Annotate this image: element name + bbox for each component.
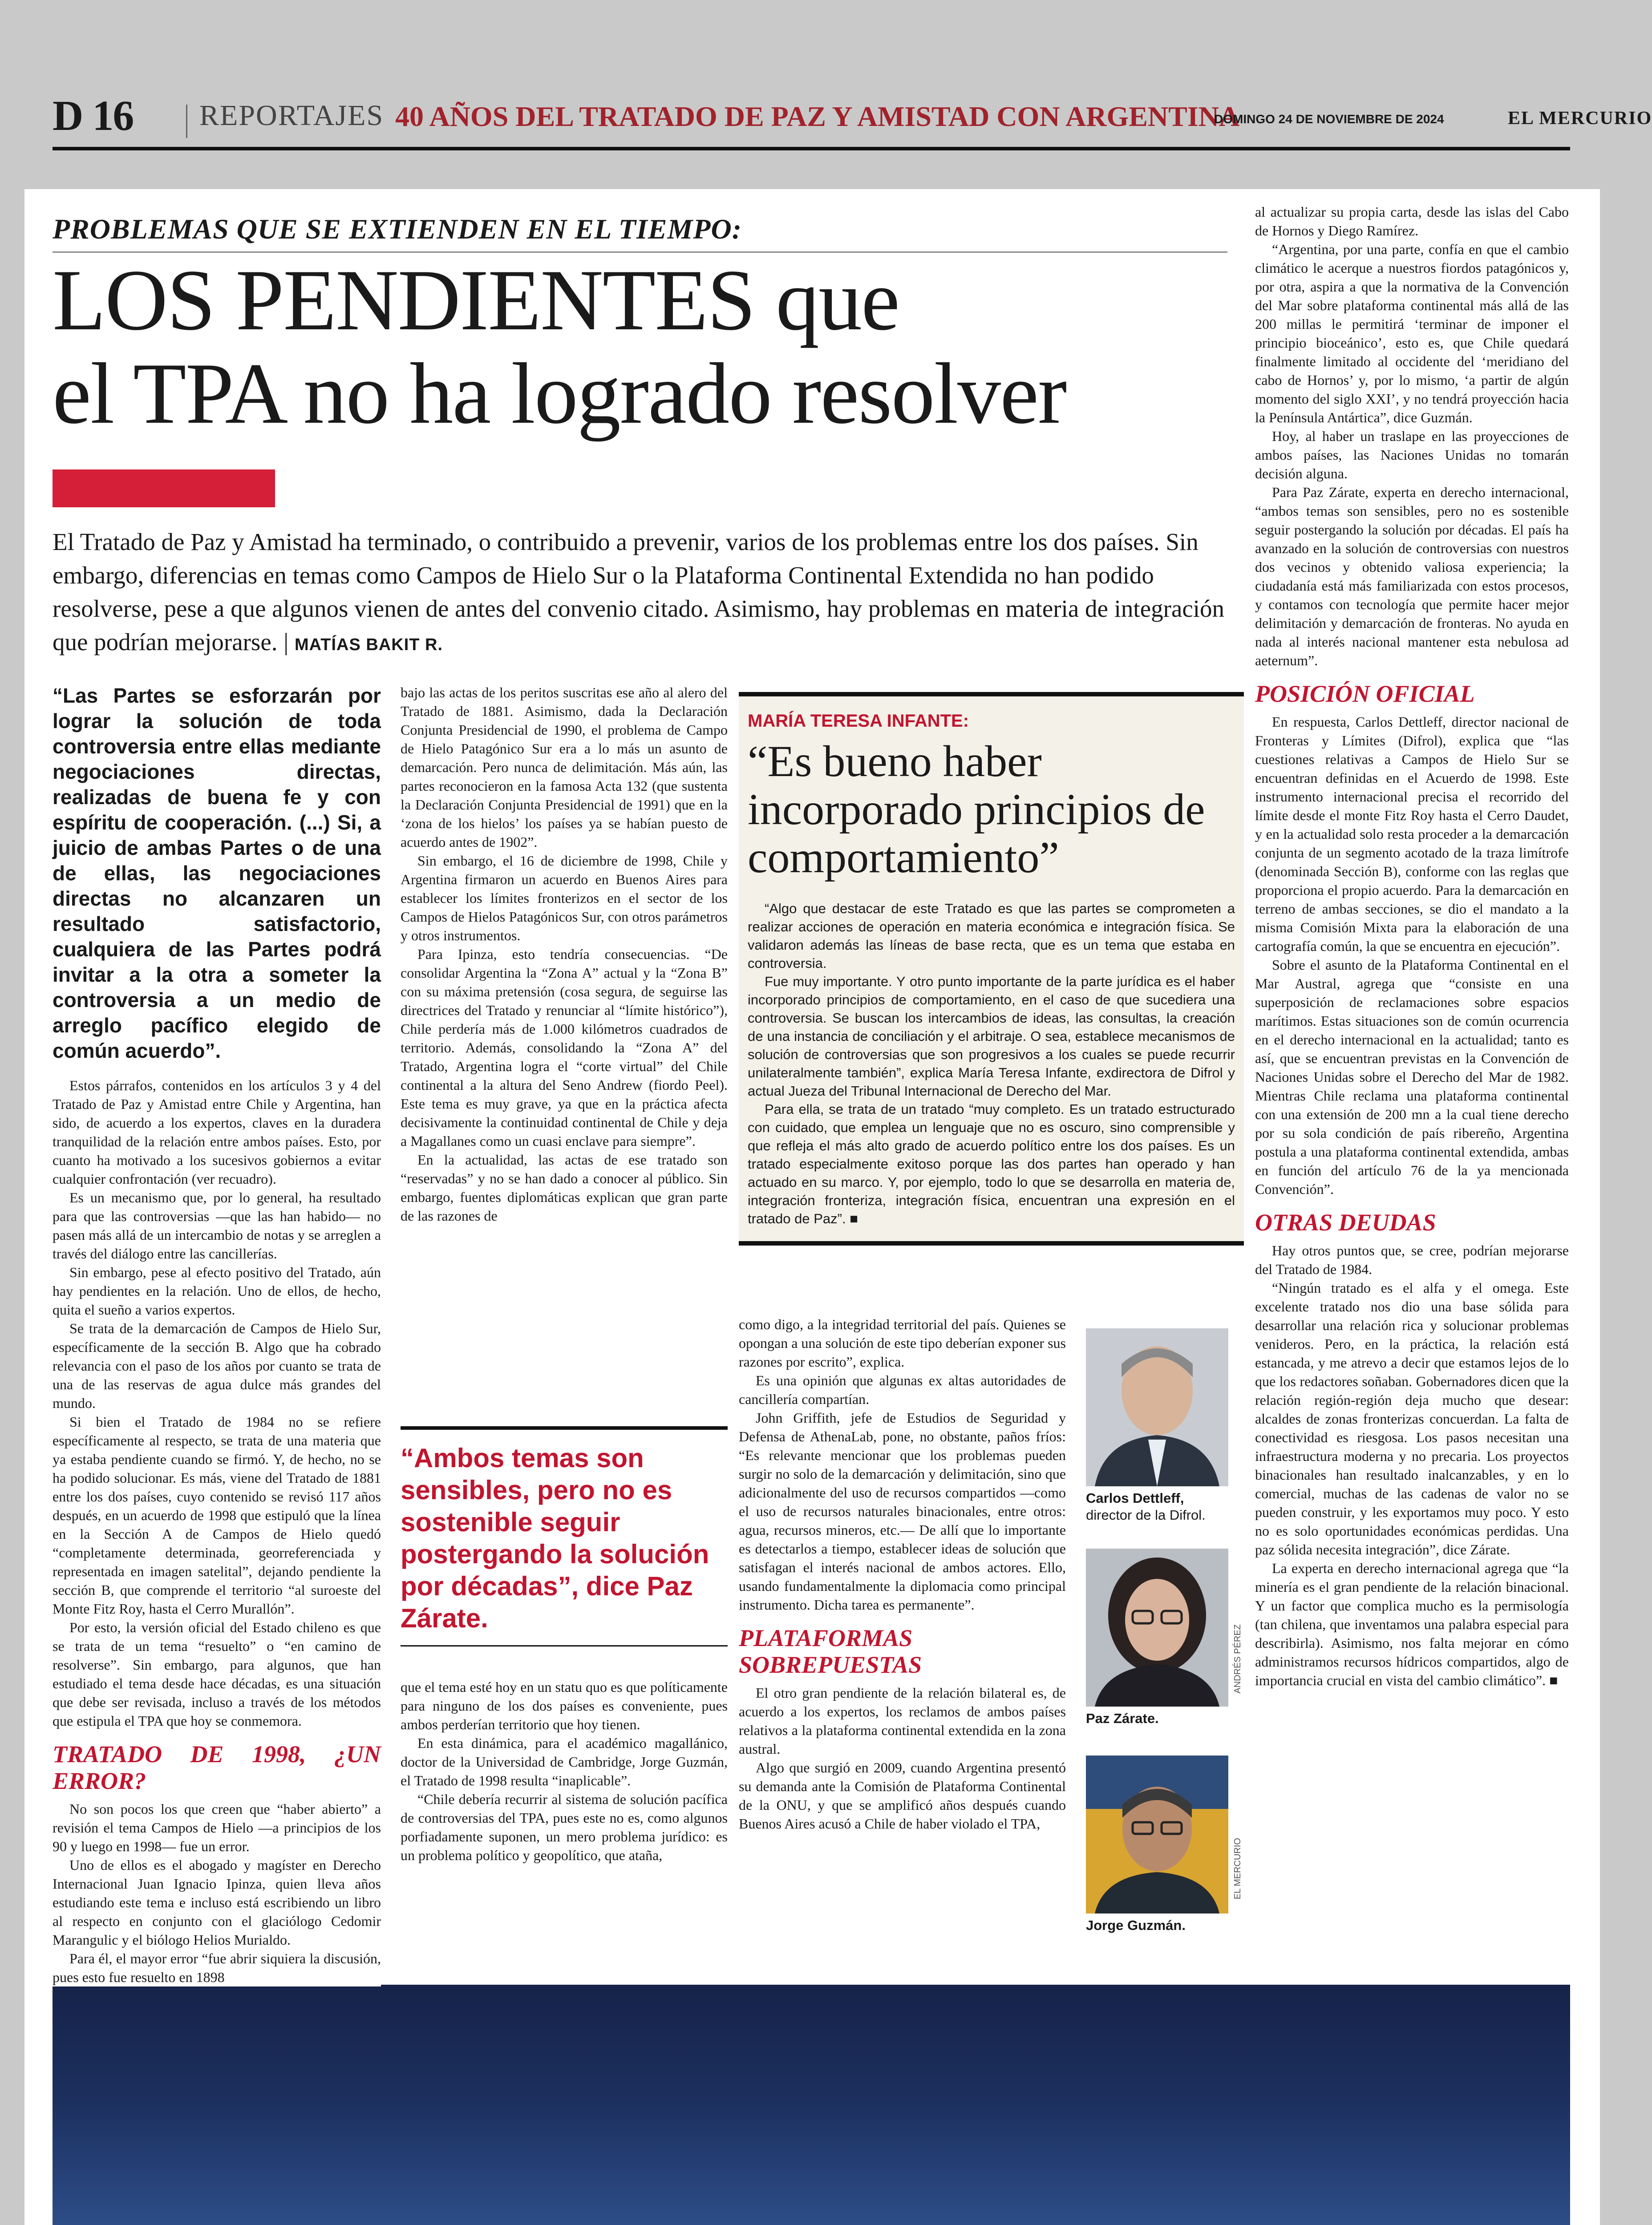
paragraph: que el tema esté hoy en un statu quo es que políticamente para ninguno de los dos países es conveniente, pues ambos perderían territorio que hoy tienen. [401, 1679, 728, 1732]
paragraph: Es un mecanismo que, por lo general, ha resultado para que las controversias —que las han habido— no pasen más allá de un intercambio de notas y se arreglen a través del diálogo entre las cancillerías. [53, 1189, 381, 1262]
portrait-dettleff [1086, 1328, 1228, 1524]
portrait-caption [1086, 1917, 1228, 1934]
paragraph: Se trata de la demarcación de Campos de Hielo Sur, específicamente de la sección B. Algo que ha cobrado relevancia con el paso de los años por cuanto se trata de una de las reservas de agua dulce más grandes del mundo. [53, 1320, 381, 1411]
paragraph: Es una opinión que algunas ex altas autoridades de cancillería compartían. [739, 1372, 1066, 1407]
headline-line-2: el TPA no ha logrado resolver [53, 345, 1066, 442]
column-1 [53, 683, 381, 1986]
portrait-caption [1086, 1490, 1228, 1524]
portrait-role: director de la Difrol. [1086, 1507, 1206, 1523]
subheading-plataformas: PLATAFORMAS SOBREPUESTAS [739, 1625, 922, 1678]
paragraph: Sobre el asunto de la Plataforma Continental en el Mar Austral, agrega que “consiste en una superposición de reclamaciones sobre espacios marítimos. Estas situaciones son de común ocurrencia en el derecho internacional en la actualidad; tanto es así, que se encuentran previstas en la Convención de Naciones Unidas sobre el Derecho del Mar de 1982. Mientras Chile reclama una plataforma continental con una extensión de 200 mn a la cual tiene derecho por su sola condición de país ribereño, Argentina postula a una plataforma continental extendida, ambas en función del artículo 76 de la ya mencionada Convención”. [1255, 957, 1569, 1197]
interview-kicker: MARÍA TERESA INFANTE: [748, 711, 969, 731]
pull-quote: “Ambos temas son sensibles, pero no es sostenible seguir postergando la solución por décadas”, dice Paz Zárate. [401, 1426, 728, 1646]
portrait-caption [1086, 1710, 1228, 1727]
portrait-name: Paz Zárate. [1086, 1711, 1159, 1726]
article-kicker: PROBLEMAS QUE SE EXTIENDEN EN EL TIEMPO: [53, 211, 1227, 253]
headline-line-1: LOS PENDIENTES que [53, 252, 899, 348]
subheading-posicion-oficial: POSICIÓN OFICIAL [1255, 680, 1475, 707]
portrait-name: Carlos Dettleff, [1086, 1490, 1184, 1506]
column-4 [1255, 202, 1569, 1690]
article-headline [53, 254, 1254, 441]
paragraph: Fue muy importante. Y otro punto importante de la parte jurídica es el haber incorporado principios de comportamiento, en el caso de que sucediera una controversia. Se buscan los intercambios de ideas, las consultas, la creación de una instancia de conciliación y el arbitraje. O sea, establece mecanismos de solución de controversias que son progresivos a los cuales se puede recurrir unilateralmente también”, explica María Teresa Infante, exdirectora de Difrol y actual Jueza del Tribunal Internacional de Derecho del Mar. [748, 974, 1235, 1099]
paragraph: Para ella, se trata de un tratado “muy completo. Es un tratado estructurado con cuidado, que emplea un lenguaje que no es oscuro, sino comprensible y que refleja el más alto grado de acuerdo político entre los dos países. Es un tratado especialmente exitoso porque las dos partes han operado y han actuado en su marco. Y, por ejemplo, todo lo que se desarrolla en materia de, integración fronteriza, integración física, encuentran una expresión en el tratado de Paz”. ■ [748, 1101, 1235, 1226]
portrait-zarate [1086, 1549, 1228, 1727]
paragraph: Hay otros puntos que, se cree, podrían mejorarse del Tratado de 1984. [1255, 1242, 1569, 1277]
paragraph: Para él, el mayor error “fue abrir siquiera la discusión, pues esto fue resuelto en 1898 [53, 1950, 381, 1985]
paragraph: En la actualidad, las actas de ese tratado son “reservadas” y no se han dado a conocer al público. Sin embargo, fuentes diplomáticas explican que gran parte de las razones de [401, 1152, 728, 1224]
photo-credit: ANDRÉS PÉREZ [1233, 1624, 1243, 1694]
photo-credit: EL MERCURIO [1233, 1838, 1243, 1900]
paragraph: “Ningún tratado es el alfa y el omega. Este excelente tratado nos dio una base sólida para desarrollar una relación rica y solucionar problemas venideros. Pero, en la práctica, la relación está estancada, y me atrevo a decir que estamos lejos de lo que los redactores soñaban. Gobernadores dicen que la relación región-región deja mucho que desear: alcaldes de zonas fronterizas concuerdan. La falta de conectividad es riesgosa. Los pasos necesitan una infraestructura moderna y no precaria. Los proyectos binacionales han resultado inalcanzables, y en lo comercial, muchas de las cadenas de valor no se pueden construir, y les exportamos muy poco. Y esto no es solo oportunidades económicas perdidas. Una paz sólida necesita integración”, dice Zárate. [1255, 1280, 1569, 1558]
portrait-image [1086, 1549, 1228, 1707]
paragraph: bajo las actas de los peritos suscritas ese año al alero del Tratado de 1881. Asimismo, dada la Declaración Conjunta Presidencial de 1990, el problema de Campo de Hielo Patagónico Sur era a lo más un asunto de demarcación. Pero nunca de delimitación. Más aún, las partes reconocieron en la famosa Acta 132 (que sustenta la Declaración Conjunta Presidencial de 1991) que en la ‘zona de los hielos’ los países ya se habían puesto de acuerdo antes de 1902”. [401, 684, 728, 850]
section-name: REPORTAJES [199, 99, 384, 132]
paragraph: al actualizar su propia carta, desde las islas del Cabo de Hornos y Diego Ramírez. [1255, 204, 1569, 239]
column-2-continued [401, 1678, 728, 1865]
paragraph: El otro gran pendiente de la relación bilateral es, de acuerdo a los expertos, los reclamos de ambos países relativos a la plataforma continental extendida en la zona austral. [739, 1685, 1066, 1757]
paragraph: No son pocos los que creen que “haber abierto” a revisión el tema Campos de Hielo —a principios de los 90 y luego en 1998— fue un error. [53, 1801, 381, 1854]
paragraph: Algo que surgió en 2009, cuando Argentina presentó su demanda ante la Comisión de Plataforma Continental de la ONU, y que se amplificó años después cuando Buenos Aires acusó a Chile de haber violado el TPA, [739, 1760, 1066, 1832]
paragraph: John Griffith, jefe de Estudios de Seguridad y Defensa de AthenaLab, pone, no obstante, paños fríos: “Es relevante mencionar que los problemas pueden surgir no solo de la demarcación y delimitación, sino que adicionalmente del uso de recursos compartidos —como el uso de recursos naturales binacionales, entre otros: agua, recursos mineros, etc.— De allí que lo importante es detectarlos a tiempo, establecer ideas de solución que satisfagan el interés nacional de ambos actores. Ello, usando fundamentalmente la diplomacia como principal instrumento. Dicha tarea es permanente”. [739, 1410, 1066, 1613]
paragraph: Sin embargo, el 16 de diciembre de 1998, Chile y Argentina firmaron un acuerdo en Buenos Aires para establecer los límites fronterizos en el sector de los Campos de Hielos Patagónicos Sur, con otros parámetros y otros instrumentos. [401, 853, 728, 943]
paragraph: “Algo que destacar de este Tratado es que las partes se comprometen a realizar acciones de operación en materia económica e integración física. Se validaron además las líneas de base recta, que es un tema que estaba en controversia. [748, 901, 1235, 971]
paragraph: En respuesta, Carlos Dettleff, director nacional de Fronteras y Límites (Difrol), explica que “las cuestiones relativas a Campos de Hielo Sur se encuentran definidas en el Acuerdo de 1998. Este instrumento internacional precisa el recorrido del límite desde el monte Fitz Roy hasta el Cerro Daudet, y en la actualidad solo resta proceder a la demarcación conjunta de un segmento acotado de la traza limítrofe (denominada Sección B), conforme con las reglas que proporciona el propio acuerdo. Para la demarcación en terreno de ambas secciones, se dio el mandato a la misma Comisión Mixta para la elaboración de una cartografía común, la que se encuentra en ejecución”. [1255, 714, 1569, 954]
portrait-image [1086, 1756, 1228, 1914]
paragraph: Para Ipinza, esto tendría consecuencias. “De consolidar Argentina la “Zona A” actual y la “Zona B” con su máxima pretensión (cosa segura, de seguirse las directrices del Tratado y renunciar al “límite histórico”), Chile perdería más de 1.000 kilómetros cuadrados de territorio. Además, consolidando la “Zona A” del Tratado, Argentina logra el “corte virtual” del Chile continental a la altura del Seno Andrew (fiordo Peel). Este tema es muy grave, ya que en la práctica afecta decisivamente la continuidad continental de Chile y deja a Magallanes como un cuasi enclave para siempre”. [401, 946, 728, 1149]
lede-text: El Tratado de Paz y Amistad ha terminado, o contribuido a prevenir, varios de los problemas entre los dos países. Sin embargo, diferencias en temas como Campos de Hielo Sur o la Plataforma Continental Extendida no han podido resolverse, pese a que algunos vienen de antes del convenio citado. Asimismo, hay problemas en materia de integración que podrían mejorarse. | [53, 528, 1225, 655]
paragraph: Estos párrafos, contenidos en los artículos 3 y 4 del Tratado de Paz y Amistad entre Chile y Argentina, han sido, de acuerdo a los expertos, claves en la duradera tranquilidad de la relación entre ambos países. Esto, por cuanto ha motivado a los sucesivos gobiernos a evitar cualquier confrontación (ver recuadro). [53, 1077, 381, 1187]
column-3 [739, 1315, 1075, 1833]
portrait-name: Jorge Guzmán. [1086, 1918, 1186, 1933]
red-accent-bar [53, 469, 275, 507]
paragraph: Para Paz Zárate, experta en derecho internacional, “ambos temas son sensibles, pero no es sostenible seguir postergando la solución por décadas. El país ha avanzado en la solución de controversias con nuestros dos vecinos y obtenido valiosa experiencia; la ciudadanía está más familiarizada con estos procesos, y contamos con tecnología que permite hacer mejor delimitación y demarcación de fronteras. No ayuda en nada al interés nacional mantener esta nebulosa ad aeternum”. [1255, 484, 1569, 668]
interview-body [748, 899, 1235, 1228]
paragraph: En esta dinámica, para el académico magallánico, doctor de la Universidad de Cambridge, Jorge Guzmán, el Tratado de 1998 resulta “inaplicable”. [401, 1735, 728, 1788]
article-lede [53, 525, 1227, 662]
subheading-otras-deudas: OTRAS DEUDAS [1255, 1209, 1436, 1236]
newspaper-name: EL MERCURIO [1508, 108, 1652, 129]
column-2 [401, 683, 728, 1225]
glacier-scene [53, 1985, 1570, 2225]
paragraph: Hoy, al haber un traslape en las proyecciones de ambos países, las Naciones Unidas no tomarán decisión alguna. [1255, 428, 1569, 481]
paragraph: Por esto, la versión oficial del Estado chileno es que se trata de un tema “resuelto” o “en camino de resolverse”. Sin embargo, para algunos, que han estudiado el tema desde hace décadas, es una situación que debe ser revisada, incluso a través de los métodos que estipula el TPA que hoy se conmemora. [53, 1619, 381, 1729]
subheading-tratado-1998: TRATADO DE 1998, ¿UN ERROR? [53, 1741, 381, 1794]
paragraph: La experta en derecho internacional agrega que “la minería es el gran pendiente de la relación binacional. Y un factor que complica mucho es la permisología (tan chilena, que inventamos una palabra especial para describirla). Asimismo, nos falta mejorar en cómo administramos recursos hídricos compartidos, algo de importancia crucial en vista del cambio climático”. ■ [1255, 1560, 1569, 1688]
portrait-guzman [1086, 1756, 1228, 1934]
masthead-headline: 40 AÑOS DEL TRATADO DE PAZ Y AMISTAD CON ARGENTINA [395, 101, 1240, 132]
paragraph: Si bien el Tratado de 1984 no se refiere específicamente al respecto, se trata de una materia que ya estaba pendiente cuando se firmó. Y, de hecho, no se ha podido solucionar. Es más, viene del Tratado de 1881 entre los dos países, cuyo contenido se revisó 117 años después, en un acuerdo de 1998 que estipuló que la línea en la Sección A de Campos de Hielo quedó “completamente determinada, georreferenciada y representada en imagen satelital”, dejando pendiente la sección B, que comprende el territorio “al suroeste del Monte Fitz Roy, hasta el Cerro Murallón”. [53, 1414, 381, 1617]
paragraph: Sin embargo, pese al efecto positivo del Tratado, aún hay pendientes en la relación. Uno de ellos, de hecho, quita el sueño a varios expertos. [53, 1264, 381, 1318]
masthead-separator [186, 105, 187, 138]
paragraph: “Argentina, por una parte, confía en que el cambio climático le acerque a nuestros fiordos patagónicos y, por otra, aspira a que la normativa de la Convención del Mar sobre plataforma continental más allá de las 200 millas le permitirá ‘terminar de imponer el principio bioceánico’, esto es, que Chile quedará finalmente limitado al occidente del ‘meridiano del cabo de Hornos’ y, por lo mismo, ‘a partir de algún momento del siglo XXI’, y no tendrá proyección hacia la Península Antártica”, dice Guzmán. [1255, 241, 1569, 425]
article-author: MATÍAS BAKIT R. [295, 635, 443, 654]
masthead [53, 92, 1652, 150]
paragraph: como digo, a la integridad territorial del país. Quienes se opongan a una solución de este tipo deberían exponer sus razones por escrito”, explica. [739, 1316, 1066, 1370]
glacier-photo [53, 1985, 1570, 2225]
interview-title: “Es bueno haber incorporado principios de comportamiento” [748, 736, 1205, 882]
interview-box [739, 692, 1244, 1246]
paragraph: “Chile debería recurrir al sistema de solución pacífica de controversias del TPA, pues este no es, como algunos porfiadamente suponen, un mero problema jurídico: es un problema político y geopolítico, que ataña, [401, 1791, 728, 1863]
treaty-quote: “Las Partes se esforzarán por lograr la solución de toda controversia entre ellas mediante negociaciones directas, realizadas de buena fe y con espíritu de cooperación. (...) Si, a juicio de ambas Partes o de una de ellas, las negociaciones directas no alcanzaren un resultado satisfactorio, cualquiera de las Partes podrá invitar a la otra a someter la controversia a un medio de arreglo pacífico elegido de común acuerdo”. [53, 684, 381, 1062]
masthead-date: DOMINGO 24 DE NOVIEMBRE DE 2024 [1214, 112, 1444, 126]
portrait-image [1086, 1328, 1228, 1486]
paragraph: Uno de ellos es el abogado y magíster en Derecho Internacional Juan Ignacio Ipinza, quien lleva años estudiando este tema e incluso está escribiendo un libro al respecto en conjunto con el glaciólogo Cedomir Marangulic y el biólogo Helios Murialdo. [53, 1857, 381, 1948]
page-number: D 16 [53, 92, 134, 139]
